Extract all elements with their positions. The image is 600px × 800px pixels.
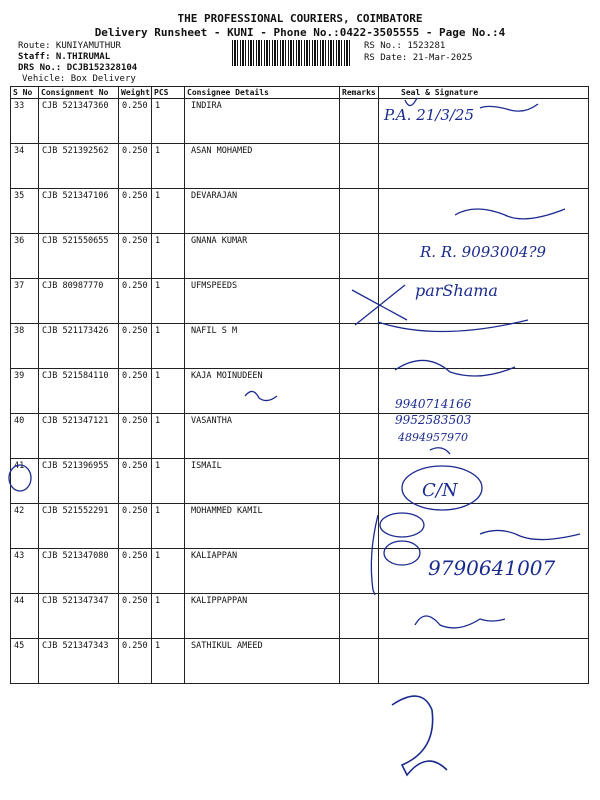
consignment-cell: CJB 521584110 — [39, 369, 119, 414]
consignee-cell: UFMSPEEDS — [185, 279, 340, 324]
weight-cell: 0.250 — [119, 459, 152, 504]
ink-scribble — [430, 448, 450, 454]
ink-cross-mark — [352, 285, 407, 325]
sno-cell: 41 — [11, 459, 39, 504]
consignment-cell: CJB 521347080 — [39, 549, 119, 594]
vehicle-label: Vehicle: Box Delivery — [22, 74, 136, 84]
consignee-cell: ASAN MOHAMED — [185, 144, 340, 189]
pcs-cell: 1 — [152, 504, 185, 549]
rs-date: RS Date: 21-Mar-2025 — [364, 53, 473, 63]
col-header-pcs: PCS — [152, 87, 185, 99]
company-title: THE PROFESSIONAL COURIERS, COIMBATORE — [177, 12, 423, 25]
sig-row-42: C/N — [422, 480, 458, 501]
sno-cell: 42 — [11, 504, 39, 549]
weight-cell: 0.250 — [119, 504, 152, 549]
ink-circle-42 — [9, 465, 31, 491]
sno-cell: 44 — [11, 594, 39, 639]
pcs-cell: 1 — [152, 594, 185, 639]
sig-row-33: P.A. 21/3/25 — [384, 106, 475, 124]
sno-cell: 38 — [11, 324, 39, 369]
ink-bracket — [371, 515, 378, 595]
sig-row-37: parShama — [415, 281, 498, 300]
sno-cell: 36 — [11, 234, 39, 279]
rs-number: RS No.: 1523281 — [364, 41, 446, 51]
consignee-cell: VASANTHA — [185, 414, 340, 459]
pcs-cell: 1 — [152, 459, 185, 504]
consignee-cell: INDIRA — [185, 99, 340, 144]
weight-cell: 0.250 — [119, 324, 152, 369]
sig-row-40-phone2: 9952583503 — [395, 413, 472, 427]
pcs-cell: 1 — [152, 144, 185, 189]
ink-large-two — [392, 696, 447, 775]
ink-scribble — [455, 209, 565, 219]
weight-cell: 0.250 — [119, 369, 152, 414]
weight-cell: 0.250 — [119, 594, 152, 639]
consignee-cell: GNANA KUMAR — [185, 234, 340, 279]
consignee-cell: KALIAPPAN — [185, 549, 340, 594]
sno-cell: 33 — [11, 99, 39, 144]
sno-cell: 43 — [11, 549, 39, 594]
consignment-cell: CJB 521347347 — [39, 594, 119, 639]
consignment-cell: CJB 521392562 — [39, 144, 119, 189]
weight-cell: 0.250 — [119, 144, 152, 189]
drs-number: DRS No.: DCJB152328104 — [18, 63, 138, 73]
pcs-cell: 1 — [152, 234, 185, 279]
ink-scribble — [405, 98, 417, 106]
consignee-cell: KAJA MOINUDEEN — [185, 369, 340, 414]
weight-cell: 0.250 — [119, 234, 152, 279]
pcs-cell: 1 — [152, 189, 185, 234]
sig-row-44: 9790641007 — [428, 556, 556, 580]
sno-cell: 40 — [11, 414, 39, 459]
col-header-consignee: Consignee Details — [185, 87, 340, 99]
consignment-cell: CJB 521552291 — [39, 504, 119, 549]
pcs-cell: 1 — [152, 369, 185, 414]
staff-label: Staff: N.THIRUMAL — [18, 52, 111, 62]
consignment-cell: CJB 521396955 — [39, 459, 119, 504]
pcs-cell: 1 — [152, 414, 185, 459]
consignment-cell: CJB 521173426 — [39, 324, 119, 369]
runsheet-subtitle: Delivery Runsheet - KUNI - Phone No.:0422-3505555 - Page No.:4 — [94, 26, 506, 39]
consignee-cell: DEVARAJAN — [185, 189, 340, 234]
ink-scribble — [415, 616, 505, 628]
col-header-signature: Seal & Signature — [379, 87, 589, 99]
pcs-cell: 1 — [152, 279, 185, 324]
consignment-cell: CJB 521347106 — [39, 189, 119, 234]
ink-scribble — [245, 391, 277, 400]
sno-cell: 35 — [11, 189, 39, 234]
consignment-cell: CJB 521347360 — [39, 99, 119, 144]
pcs-cell: 1 — [152, 324, 185, 369]
consignee-cell: KALIPPAPPAN — [185, 594, 340, 639]
sno-cell: 45 — [11, 639, 39, 684]
sig-row-36: R. R. 9093004?9 — [420, 243, 547, 261]
col-header-consignment: Consignment No — [39, 87, 119, 99]
ink-scribble — [378, 320, 528, 332]
weight-cell: 0.250 — [119, 99, 152, 144]
sno-cell: 37 — [11, 279, 39, 324]
pcs-cell: 1 — [152, 549, 185, 594]
col-header-remarks: Remarks — [340, 87, 379, 99]
ink-circle — [384, 541, 420, 565]
consignee-cell: ISMAIL — [185, 459, 340, 504]
ink-scribble — [395, 360, 515, 376]
weight-cell: 0.250 — [119, 189, 152, 234]
sno-cell: 34 — [11, 144, 39, 189]
sig-row-40-phone1: 9940714166 — [395, 397, 472, 411]
weight-cell: 0.250 — [119, 414, 152, 459]
col-header-sno: S No — [11, 87, 39, 99]
pcs-cell: 1 — [152, 639, 185, 684]
consignment-cell: CJB 521347343 — [39, 639, 119, 684]
consignment-cell: CJB 521347121 — [39, 414, 119, 459]
weight-cell: 0.250 — [119, 639, 152, 684]
weight-cell: 0.250 — [119, 279, 152, 324]
ink-circle — [380, 513, 424, 537]
col-header-weight: Weight — [119, 87, 152, 99]
ink-scribble — [480, 530, 580, 539]
sig-row-41: 4894957970 — [398, 431, 468, 444]
pcs-cell: 1 — [152, 99, 185, 144]
route-label: Route: KUNIYAMUTHUR — [18, 41, 121, 51]
consignment-cell: CJB 80987770 — [39, 279, 119, 324]
weight-cell: 0.250 — [119, 549, 152, 594]
consignee-cell: MOHAMMED KAMIL — [185, 504, 340, 549]
consignee-cell: NAFIL S M — [185, 324, 340, 369]
consignment-cell: CJB 521550655 — [39, 234, 119, 279]
ink-scribble — [480, 104, 538, 111]
sno-cell: 39 — [11, 369, 39, 414]
consignee-cell: SATHIKUL AMEED — [185, 639, 340, 684]
